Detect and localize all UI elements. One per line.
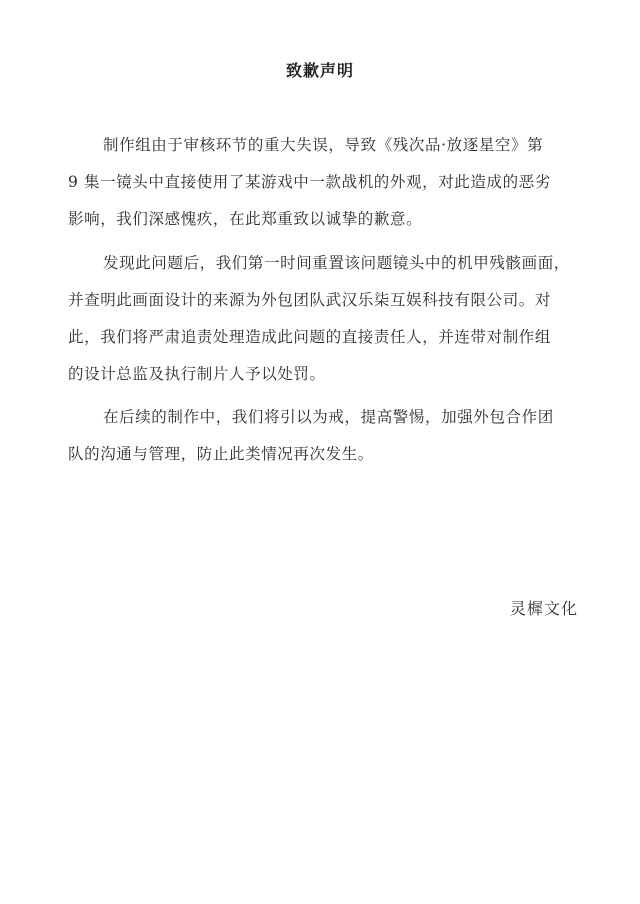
text-line: 队的沟通与管理，防止此类情况再次发生。 (68, 445, 374, 463)
text-line: 9 集一镜头中直接使用了某游戏中一款战机的外观，对此造成的恶劣 (68, 173, 551, 191)
text-line: 发现此问题后，我们第一时间重置该问题镜头中的机甲残骸画面， (103, 254, 570, 272)
document-title: 致歉声明 (285, 61, 354, 80)
text-line: 在后续的制作中，我们将引以为戒，提高警惕，加强外包合作团 (103, 408, 554, 426)
text-line: 制作组由于审核环节的重大失误，导致《残次品·放逐星空》第 (103, 136, 544, 154)
text-line: 的设计总监及执行制片人予以处罚。 (68, 365, 326, 383)
text-line: 此，我们将严肃追责处理造成此问题的直接责任人，并连带对制作组 (68, 328, 552, 346)
signature: 灵樨文化 (510, 599, 579, 618)
text-line: 影响，我们深感愧疚，在此郑重致以诚挚的歉意。 (68, 210, 423, 228)
text-line: 并查明此画面设计的来源为外包团队武汉乐柒互娱科技有限公司。对 (68, 291, 552, 309)
